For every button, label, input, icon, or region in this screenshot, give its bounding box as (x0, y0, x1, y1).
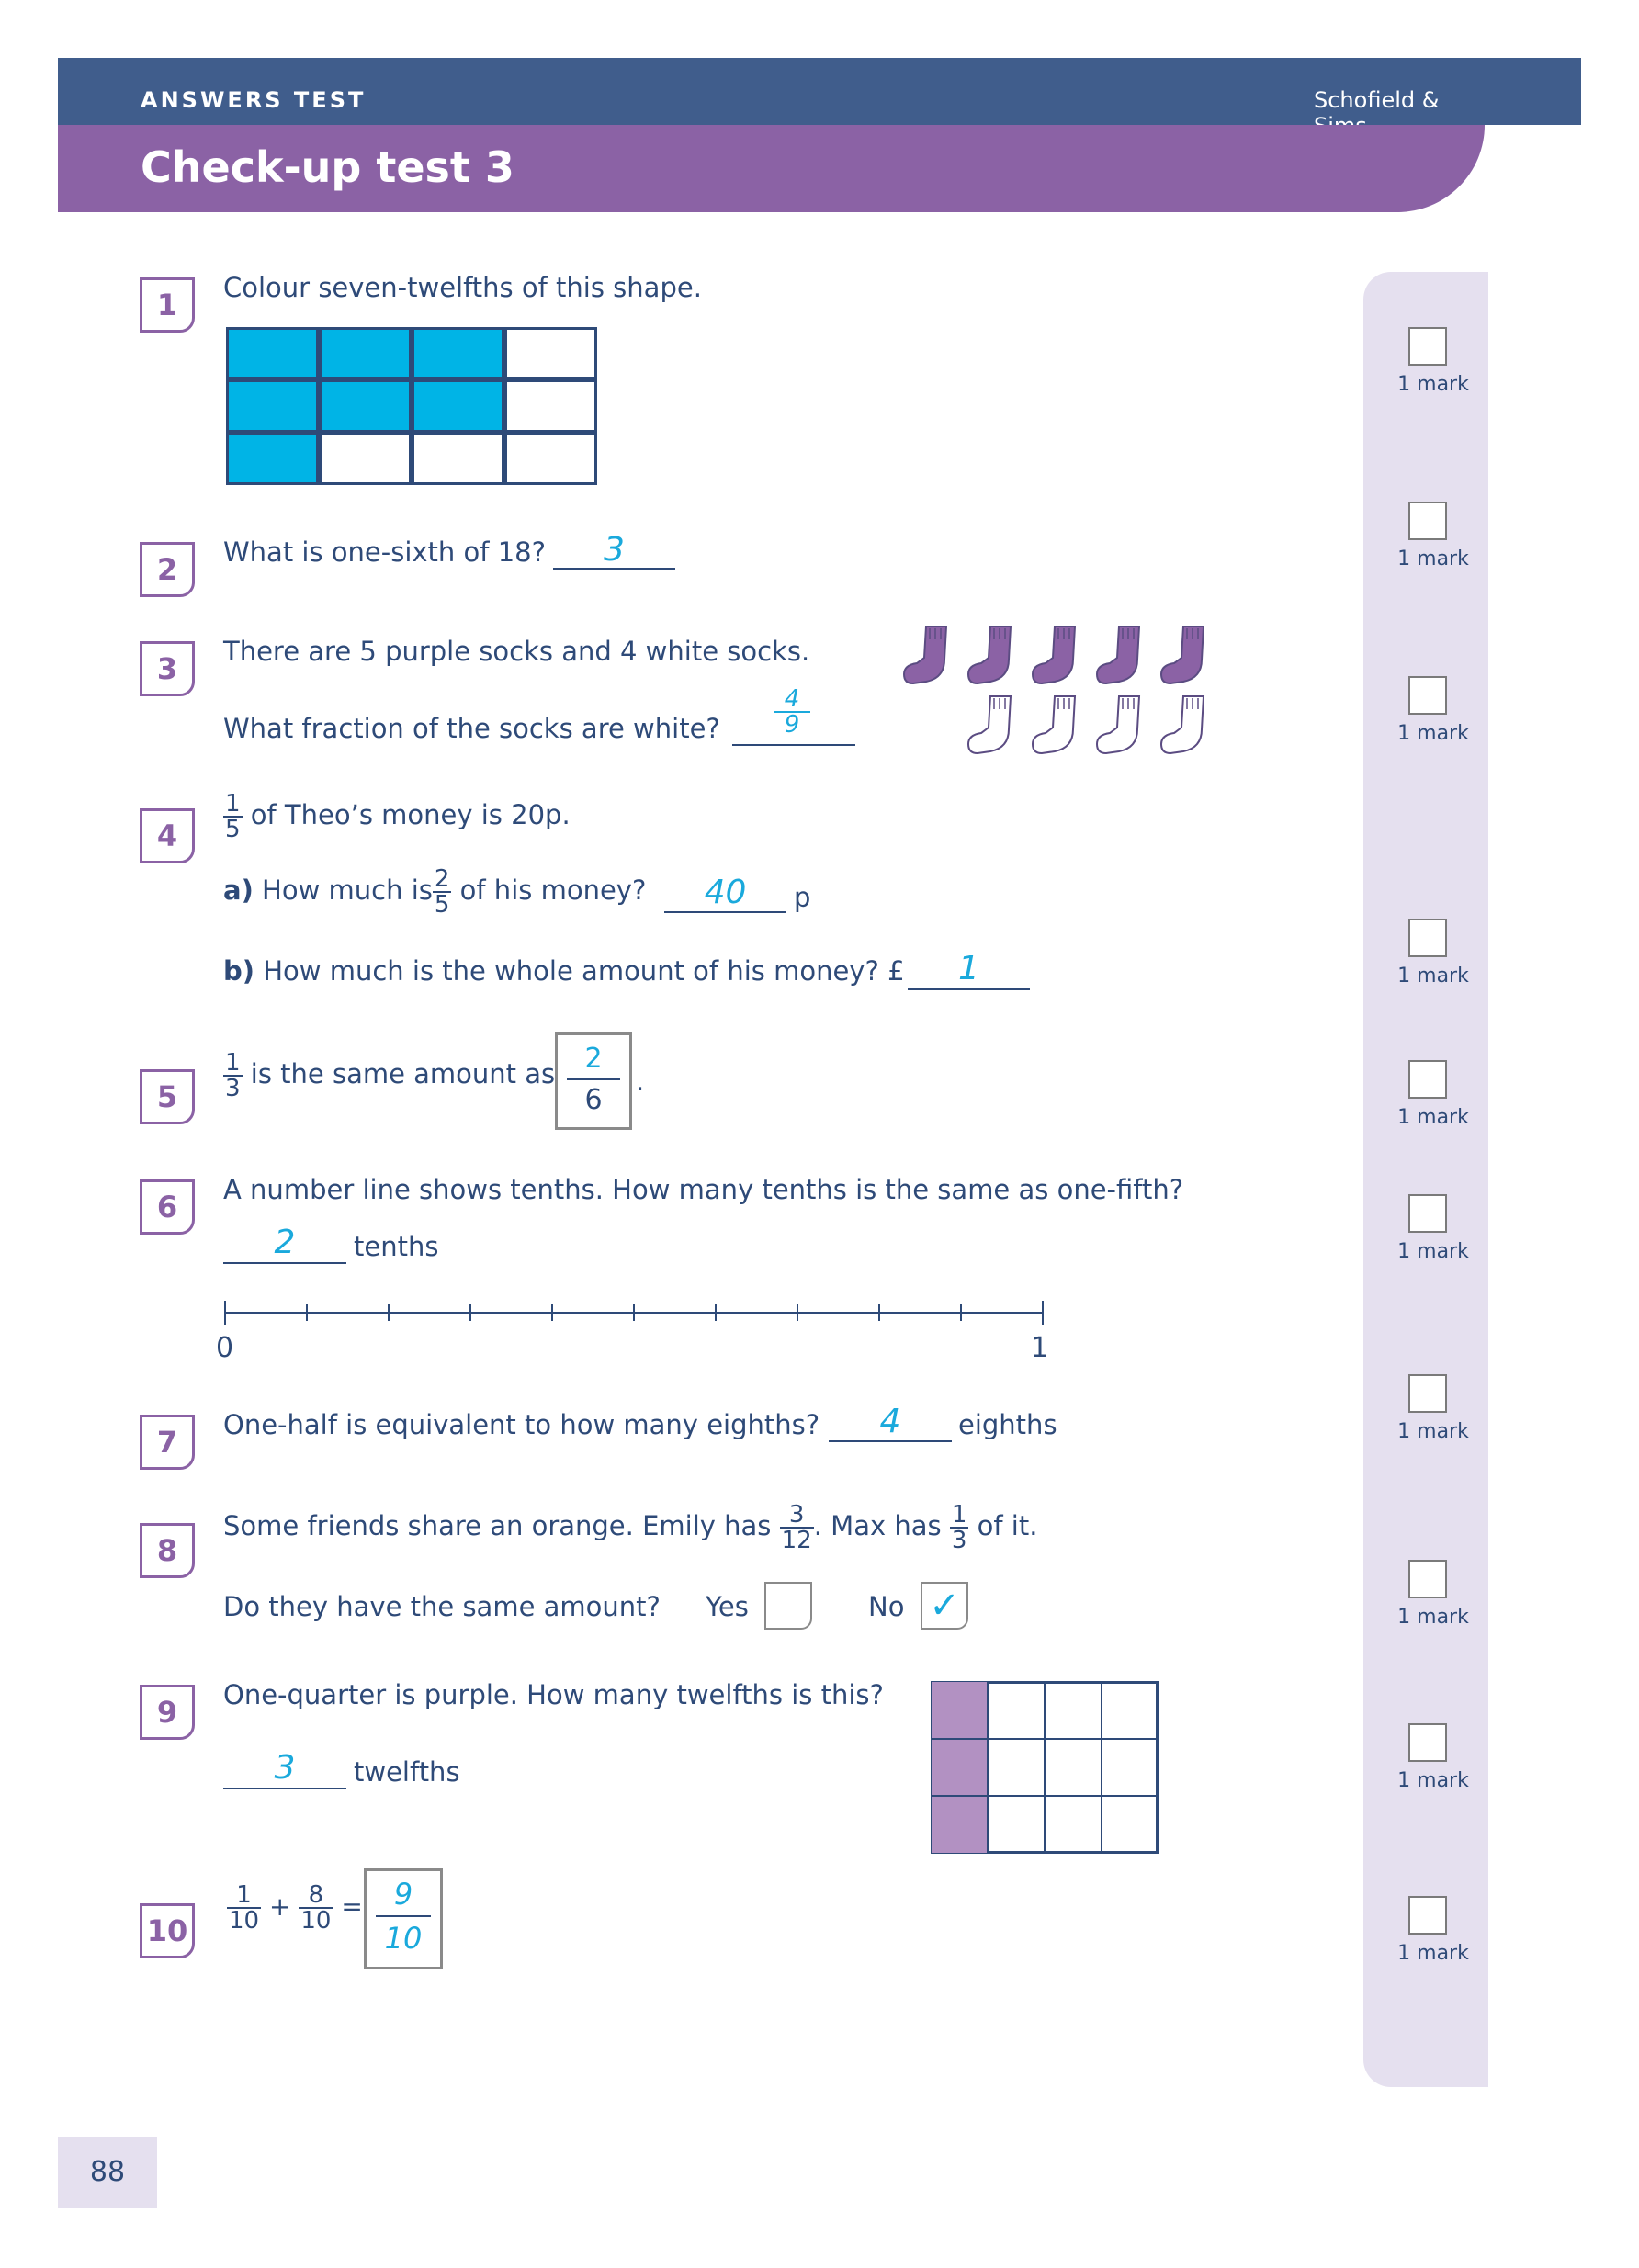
answer-value[interactable]: 40 (704, 874, 747, 911)
numerator: 1 (225, 1049, 241, 1077)
fraction-bar (376, 1915, 431, 1917)
end-punctuation: . (636, 1066, 645, 1097)
question-number: 10 (140, 1903, 195, 1958)
grid-cell[interactable] (412, 433, 504, 485)
mark-label: 1 mark (1397, 1769, 1469, 1792)
socks-picture (900, 625, 1222, 762)
answer-value[interactable]: 1 (958, 950, 979, 987)
grid-cell (931, 1739, 988, 1797)
unit-label: p (794, 882, 811, 913)
grid-cell[interactable] (319, 379, 412, 432)
question-text: of Theo’s money is 20p. (250, 799, 571, 830)
answer-numerator: 2 (584, 1043, 603, 1075)
fraction (227, 1883, 261, 1933)
denominator: 10 (229, 1907, 260, 1935)
page-title: Check-up test 3 (141, 142, 514, 192)
grid-cell[interactable] (319, 327, 412, 379)
answer-denominator: 6 (584, 1084, 603, 1116)
currency-label: £ (887, 955, 905, 987)
part-text: How much is the whole amount of his money? (263, 955, 879, 987)
mark-checkbox[interactable] (1408, 502, 1447, 540)
mark-checkbox[interactable] (1408, 1560, 1447, 1598)
number-line-tick (1042, 1301, 1044, 1325)
question-text: One-quarter is purple. How many twelfths is this? (223, 1679, 884, 1710)
question-text: is the same amount as (250, 1058, 556, 1089)
grid-cell (1045, 1796, 1102, 1854)
numerator: 1 (951, 1501, 967, 1529)
numerator: 2 (434, 865, 450, 893)
number-line-start: 0 (216, 1332, 234, 1364)
equals-sign: = (341, 1891, 363, 1922)
denominator: 3 (951, 1527, 967, 1554)
mark-checkbox[interactable] (1408, 1374, 1447, 1413)
part-text: How much is (262, 874, 433, 906)
mark-label: 1 mark (1397, 373, 1469, 396)
grid-cell (988, 1739, 1045, 1797)
number-line-tick (715, 1304, 717, 1321)
yes-checkbox[interactable] (764, 1582, 812, 1630)
question-text: One-half is equivalent to how many eighths? (223, 1409, 820, 1440)
answer-box[interactable] (555, 1032, 632, 1130)
mark-checkbox[interactable] (1408, 1723, 1447, 1762)
numerator: 8 (308, 1881, 324, 1909)
socks-svg (900, 625, 1222, 762)
grid-cell (988, 1796, 1045, 1854)
mark-label: 1 mark (1397, 1606, 1469, 1629)
numerator: 3 (788, 1501, 805, 1529)
number-line (225, 1301, 1043, 1337)
white-sock (1033, 696, 1075, 753)
section-label: ANSWERS TEST (141, 87, 367, 113)
white-sock (1161, 696, 1204, 753)
question-number: 3 (140, 641, 195, 696)
mark-checkbox[interactable] (1408, 1060, 1447, 1099)
grid-cell[interactable] (226, 433, 319, 485)
answer-line (908, 988, 1030, 990)
question-text: There are 5 purple socks and 4 white socks. (223, 636, 810, 667)
addition-expression (227, 1883, 363, 1933)
question-text: of it. (977, 1510, 1038, 1541)
page-number: 88 (58, 2137, 157, 2208)
grid-cell (1045, 1681, 1102, 1739)
answer-denominator: 10 (384, 1921, 423, 1956)
mark-checkbox[interactable] (1408, 676, 1447, 715)
question-text: What fraction of the socks are white? (223, 713, 720, 744)
number-line-tick (306, 1304, 308, 1321)
denominator: 5 (225, 816, 241, 843)
mark-checkbox[interactable] (1408, 327, 1447, 366)
question-number: 6 (140, 1179, 195, 1235)
grid-cell (931, 1681, 988, 1739)
purple-sock (1097, 626, 1139, 683)
purple-sock (904, 626, 946, 683)
mark-label: 1 mark (1397, 722, 1469, 745)
question-stem (223, 1051, 555, 1100)
part-label: a) (223, 874, 254, 906)
mark-label: 1 mark (1397, 1106, 1469, 1129)
publisher-label: Schofield & (1314, 87, 1440, 113)
mark-label: 1 mark (1397, 1240, 1469, 1263)
grid-cell[interactable] (504, 379, 597, 432)
number-line-tick (224, 1301, 226, 1325)
grid-cell[interactable] (319, 433, 412, 485)
unit-label: tenths (354, 1231, 439, 1262)
grid-cell[interactable] (504, 433, 597, 485)
marks-sidebar (1363, 272, 1488, 2087)
question-text: . Max has (813, 1510, 942, 1541)
question-number: 5 (140, 1069, 195, 1124)
grid-cell (931, 1796, 988, 1854)
question-number: 7 (140, 1415, 195, 1470)
unit-label: twelfths (354, 1756, 460, 1788)
mark-label: 1 mark (1397, 1420, 1469, 1443)
mark-checkbox[interactable] (1408, 1194, 1447, 1233)
denominator: 3 (225, 1075, 241, 1102)
part-b (223, 955, 905, 987)
question-stem (223, 792, 571, 841)
grid-cell (988, 1681, 1045, 1739)
answer-value[interactable]: 3 (274, 1749, 296, 1787)
answer-line (732, 744, 855, 746)
purple-sock (1161, 626, 1204, 683)
fraction (299, 1883, 333, 1933)
question-text: A number line shows tenths. How many tenths is the same as one-fifth? (223, 1174, 1184, 1205)
question-stem (223, 1503, 1037, 1552)
grid-cell[interactable] (226, 379, 319, 432)
fraction (433, 867, 452, 917)
number-line-tick (797, 1304, 798, 1321)
answer-denominator: 9 (774, 711, 810, 737)
fraction (223, 792, 243, 841)
numerator: 1 (225, 790, 241, 818)
number-line-tick (878, 1304, 880, 1321)
number-line-tick (388, 1304, 390, 1321)
fraction (950, 1503, 969, 1552)
part-label: b) (223, 955, 255, 987)
answer-line (223, 1262, 346, 1264)
question-number: 4 (140, 808, 195, 863)
question-text: Colour seven-twelfths of this shape. (223, 272, 702, 303)
yes-label: Yes (706, 1591, 749, 1622)
answer-fraction[interactable] (774, 687, 810, 737)
part-a (223, 867, 646, 917)
denominator: 5 (434, 891, 450, 919)
fraction-grid[interactable] (226, 327, 597, 485)
grid-cell (1045, 1739, 1102, 1797)
grid-cell[interactable] (504, 327, 597, 379)
question-number: 9 (140, 1685, 195, 1740)
purple-sock (968, 626, 1011, 683)
grid-cell[interactable] (412, 327, 504, 379)
denominator: 10 (300, 1907, 332, 1935)
number-line-tick (551, 1304, 553, 1321)
answer-line (829, 1440, 952, 1442)
number-line-tick (469, 1304, 471, 1321)
question-text: What is one-sixth of 18? (223, 536, 546, 568)
purple-sock (1033, 626, 1075, 683)
mark-checkbox[interactable] (1408, 1896, 1447, 1935)
white-sock (968, 696, 1011, 753)
question-number: 1 (140, 277, 195, 333)
mark-label: 1 mark (1397, 965, 1469, 987)
answer-numerator: 9 (393, 1877, 413, 1912)
question-number: 2 (140, 542, 195, 597)
grid-cell[interactable] (226, 327, 319, 379)
answer-line (223, 1788, 346, 1789)
number-line-tick (633, 1304, 635, 1321)
grid-cell (1102, 1681, 1159, 1739)
mark-label: 1 mark (1397, 547, 1469, 570)
plus-sign: + (269, 1891, 291, 1922)
white-sock (1097, 696, 1139, 753)
answer-value[interactable]: 3 (604, 531, 625, 569)
grid-cell (1102, 1796, 1159, 1854)
answer-line (664, 911, 786, 913)
mark-checkbox[interactable] (1408, 919, 1447, 957)
answer-value[interactable]: 2 (274, 1224, 296, 1261)
answer-box[interactable] (364, 1868, 443, 1969)
numerator: 1 (236, 1881, 252, 1909)
fraction (780, 1503, 814, 1552)
question-number: 8 (140, 1523, 195, 1578)
unit-label: eighths (958, 1409, 1057, 1440)
part-text: of his money? (459, 874, 647, 906)
quarter-grid (931, 1681, 1159, 1854)
number-line-end: 1 (1031, 1332, 1049, 1364)
grid-cell[interactable] (412, 379, 504, 432)
question-text: Do they have the same amount? (223, 1591, 661, 1622)
mark-label: 1 mark (1397, 1942, 1469, 1965)
answer-value[interactable]: 4 (879, 1403, 901, 1440)
answer-numerator: 4 (784, 685, 800, 713)
fraction (223, 1051, 243, 1100)
number-line-tick (960, 1304, 962, 1321)
question-text: Some friends share an orange. Emily has (223, 1510, 772, 1541)
grid-cell (1102, 1739, 1159, 1797)
no-checkbox[interactable]: ✓ (921, 1582, 968, 1630)
fraction-bar (567, 1078, 620, 1080)
denominator: 12 (781, 1527, 812, 1554)
no-label: No (868, 1591, 905, 1622)
